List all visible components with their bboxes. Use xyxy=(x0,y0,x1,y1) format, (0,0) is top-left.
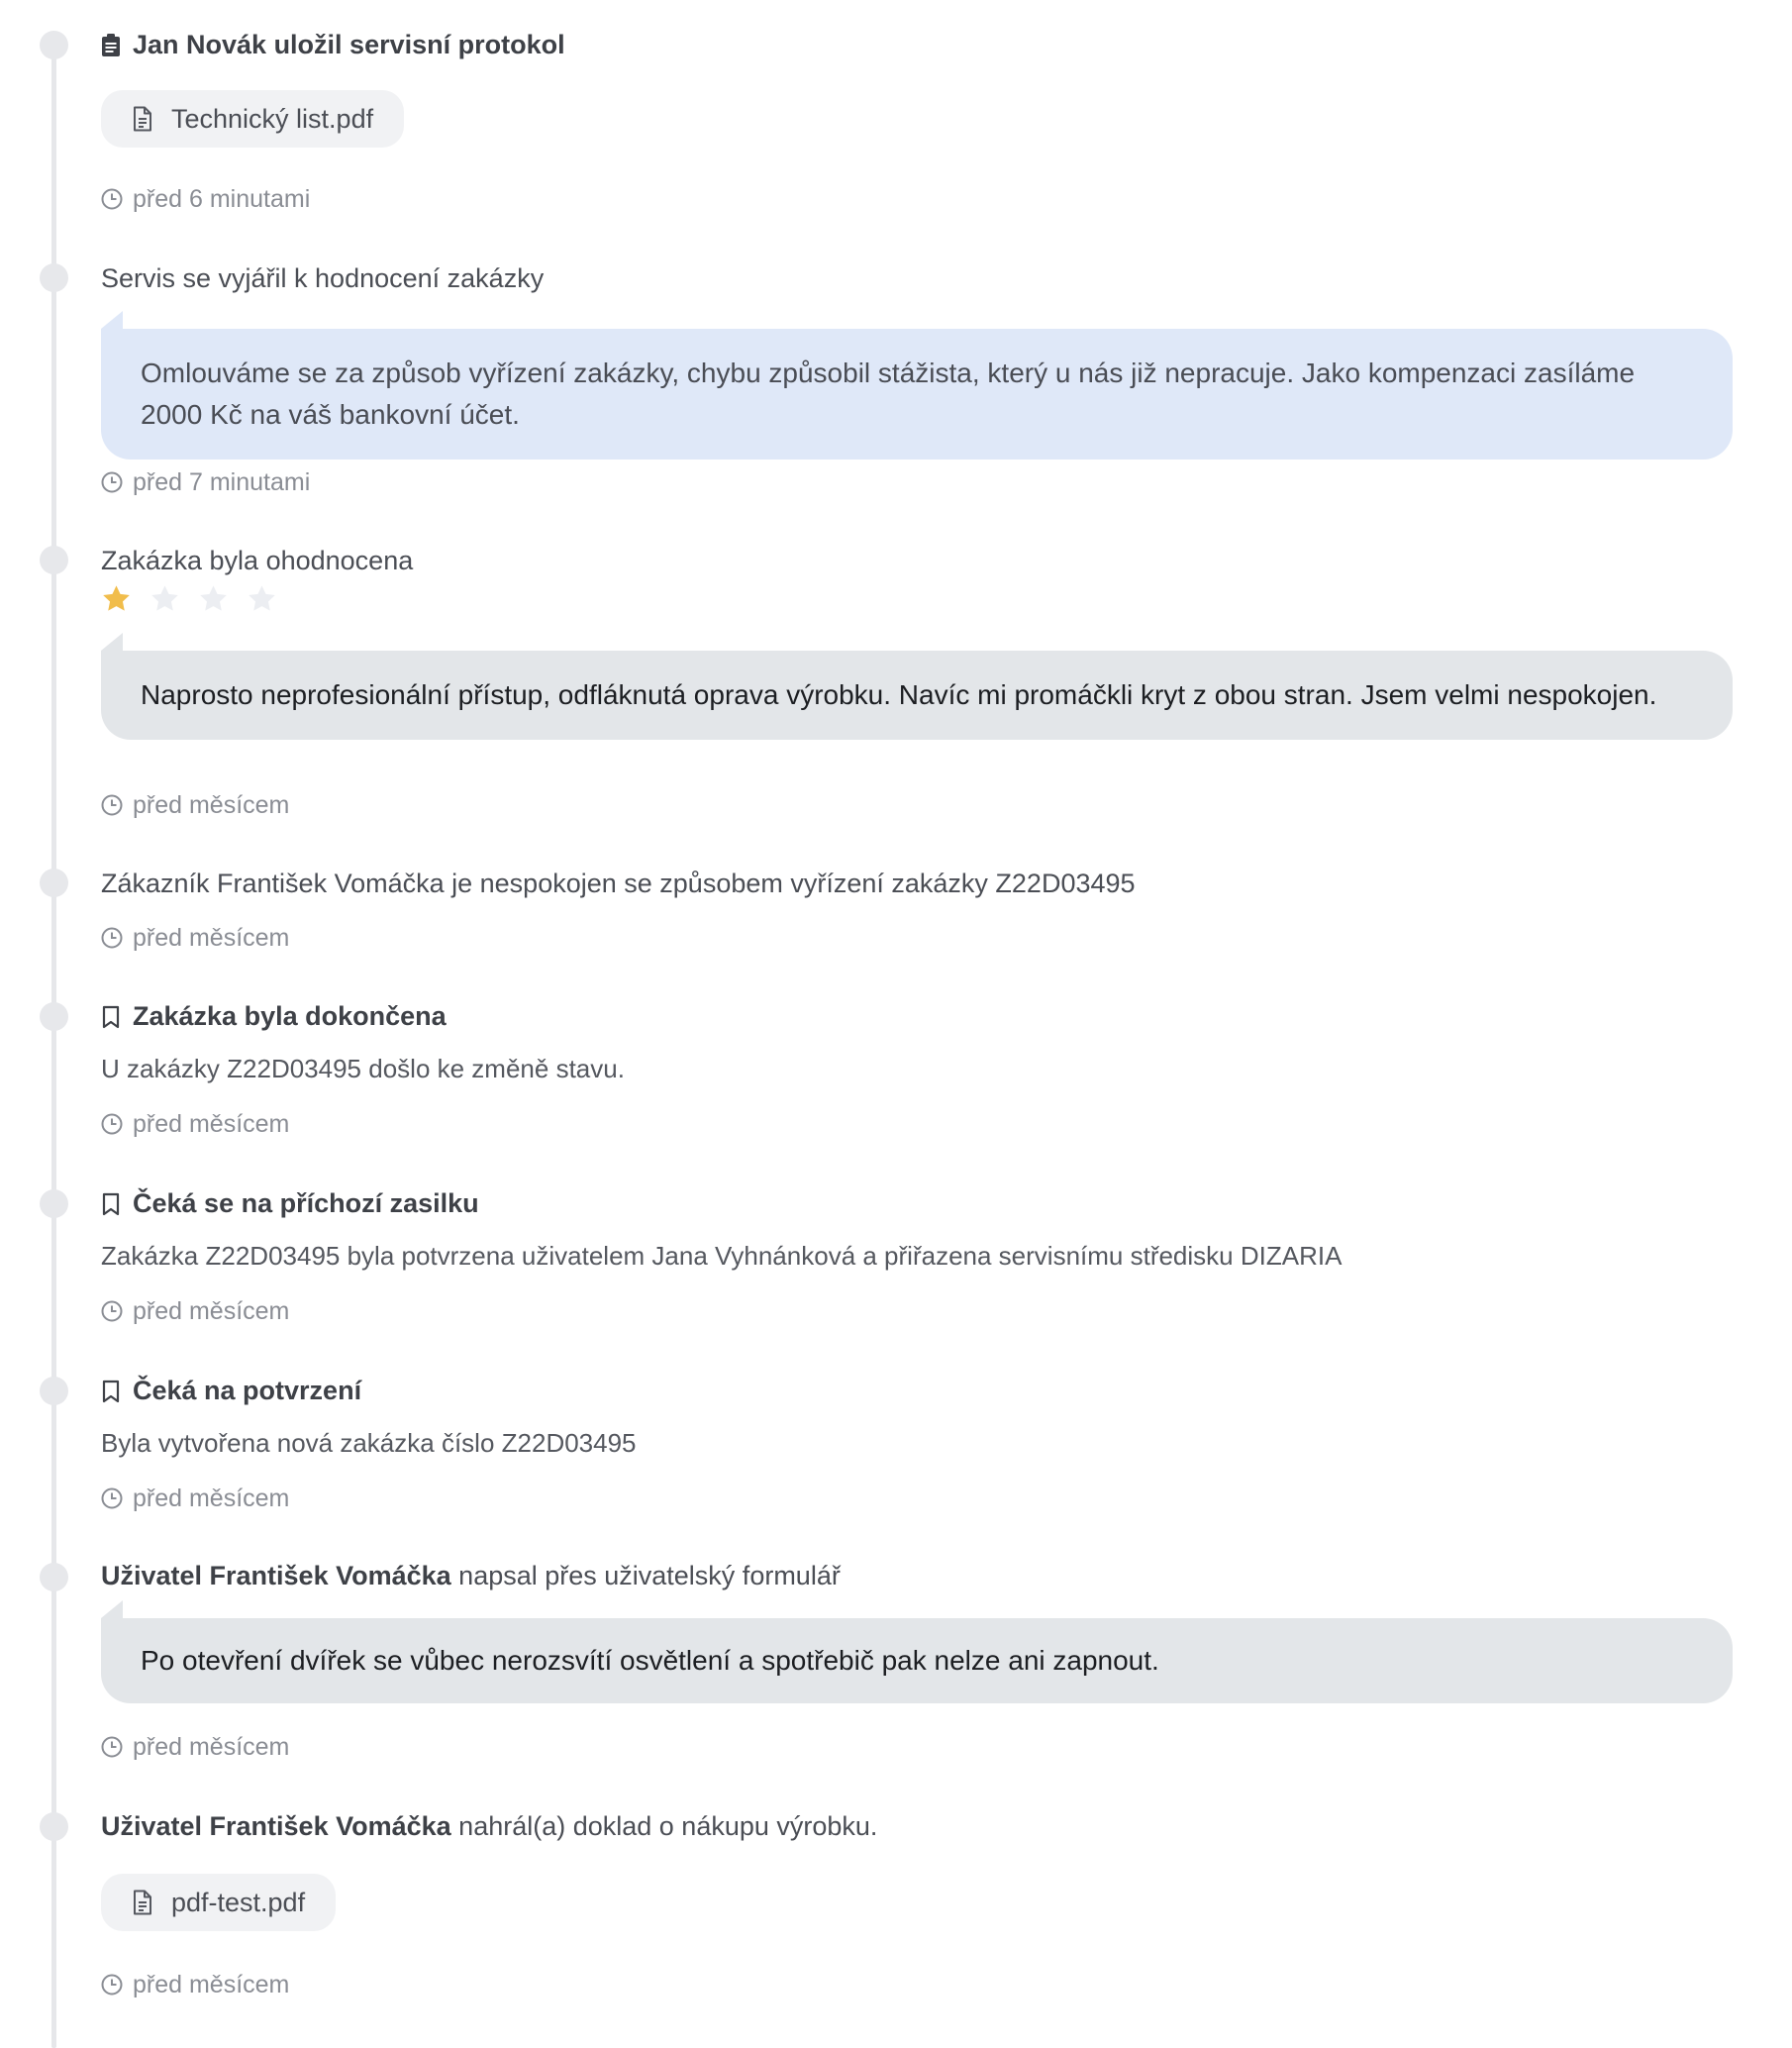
clock-icon xyxy=(101,188,123,210)
clock-icon xyxy=(101,1487,123,1509)
service-message-bubble: Omlouváme se za způsob vyřízení zakázky, chybu způsobil stážista, který u nás již nepracuje. Jako kompenzaci zasíláme 2000 Kč na váš bankovní účet. xyxy=(101,329,1733,460)
clock-icon xyxy=(101,1300,123,1322)
file-name: Technický list.pdf xyxy=(171,103,374,134)
entry-time: před měsícem xyxy=(101,1294,1733,1328)
entry-description: Byla vytvořena nová zakázka číslo Z22D03495 xyxy=(101,1428,637,1458)
bookmark-icon xyxy=(101,1192,121,1216)
timeline-dot xyxy=(40,1377,68,1405)
entry-title: Jan Novák uložil servisní protokol xyxy=(101,25,1733,64)
clipboard-icon xyxy=(101,34,121,57)
timeline-dot xyxy=(40,263,68,292)
timeline-dot xyxy=(40,1812,68,1841)
timeline-dot xyxy=(40,31,68,59)
entry-time: před měsícem xyxy=(101,1730,1733,1764)
entry-title: Uživatel František Vomáčka nahrál(a) doklad o nákupu výrobku. xyxy=(101,1811,878,1841)
entry-time: před měsícem xyxy=(101,1482,1733,1515)
customer-message-bubble: Po otevření dvířek se vůbec nerozsvítí osvětlení a spotřebič pak nelze ani zapnout. xyxy=(101,1618,1733,1703)
entry-title: Zákazník František Vomáčka je nespokojen se způsobem vyřízení zakázky Z22D03495 xyxy=(101,869,1136,898)
timeline-dot xyxy=(40,1189,68,1218)
document-icon xyxy=(132,106,153,132)
customer-review-bubble: Naprosto neprofesionální přístup, odfláknutá oprava výrobku. Navíc mi promáčkli kryt z obou stran. Jsem velmi nespokojen. xyxy=(101,651,1733,740)
star-empty-icon xyxy=(247,583,277,614)
star-empty-icon xyxy=(149,583,180,614)
entry-title: Zakázka byla dokončena xyxy=(101,996,1733,1036)
entry-time: před 7 minutami xyxy=(101,465,1733,499)
clock-icon xyxy=(101,794,123,816)
clock-icon xyxy=(101,1113,123,1135)
entry-title: Čeká se na příchozí zasilku xyxy=(101,1183,1733,1223)
star-rating xyxy=(101,583,1733,614)
timeline-dot xyxy=(40,869,68,897)
clock-icon xyxy=(101,471,123,493)
star-empty-icon xyxy=(198,583,229,614)
entry-time: před 6 minutami xyxy=(101,182,1733,216)
entry-time: před měsícem xyxy=(101,1968,1733,2001)
timeline-line xyxy=(51,46,56,2048)
bookmark-icon xyxy=(101,1005,121,1029)
document-icon xyxy=(132,1890,153,1915)
file-attachment[interactable] xyxy=(101,90,404,148)
star-filled-icon xyxy=(101,583,132,614)
clock-icon xyxy=(101,1736,123,1758)
clock-icon xyxy=(101,1974,123,1996)
entry-title: Uživatel František Vomáčka napsal přes uživatelský formulář xyxy=(101,1561,841,1590)
entry-time: před měsícem xyxy=(101,788,1733,822)
timeline-dot xyxy=(40,546,68,574)
timeline-dot xyxy=(40,1002,68,1031)
file-attachment[interactable] xyxy=(101,1874,336,1931)
entry-time: před měsícem xyxy=(101,921,1733,955)
bookmark-icon xyxy=(101,1380,121,1403)
clock-icon xyxy=(101,927,123,949)
entry-title: Zakázka byla ohodnocena xyxy=(101,546,414,575)
entry-title: Čeká na potvrzení xyxy=(101,1371,1733,1410)
timeline-dot xyxy=(40,1563,68,1591)
entry-title: Servis se vyjářil k hodnocení zakázky xyxy=(101,263,545,293)
entry-time: před měsícem xyxy=(101,1107,1733,1141)
file-name: pdf-test.pdf xyxy=(171,1887,306,1917)
entry-description: Zakázka Z22D03495 byla potvrzena uživatelem Jana Vyhnánková a přiřazena servisnímu středisku DIZARIA xyxy=(101,1241,1343,1271)
entry-description: U zakázky Z22D03495 došlo ke změně stavu. xyxy=(101,1054,625,1083)
